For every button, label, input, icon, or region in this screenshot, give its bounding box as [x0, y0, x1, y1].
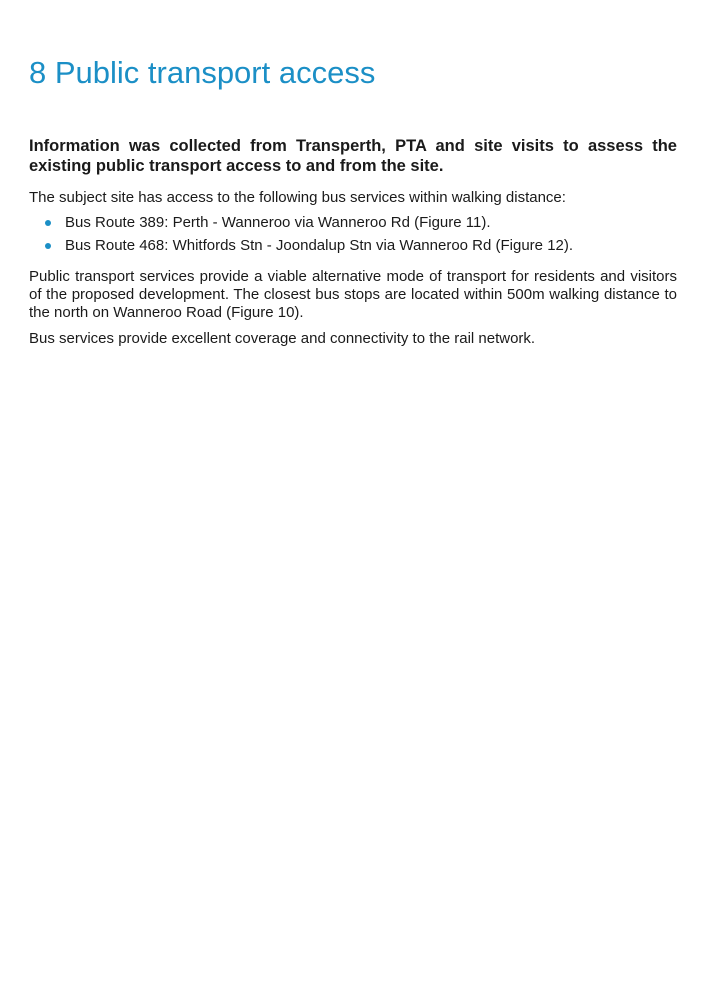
bullet-dot-icon [45, 243, 51, 249]
coverage-paragraph: Bus services provide excellent coverage and connectivity to the rail network. [29, 330, 536, 347]
lead-paragraph: Information was collected from Transperth, PTA and site visits to assess the existing public transport access to and from the site. [29, 137, 677, 175]
intro-paragraph: The subject site has access to the following bus services within walking distance: [29, 189, 566, 206]
section-heading: 8 Public transport access [29, 55, 376, 90]
bullet-dot-icon [45, 220, 51, 226]
services-paragraph: Public transport services provide a viable alternative mode of transport for residents and visitors of the proposed development. The closest bus stops are located within 500m walking distance to the north on Wanneroo Road (Figure 10). [29, 268, 677, 321]
bus-route-text: Bus Route 389: Perth - Wanneroo via Wanneroo Rd (Figure 11). [65, 214, 491, 231]
bus-route-text: Bus Route 468: Whitfords Stn - Joondalup Stn via Wanneroo Rd (Figure 12). [65, 237, 574, 254]
bus-route-list [29, 214, 677, 260]
list-item [29, 214, 677, 237]
list-item [29, 237, 677, 260]
